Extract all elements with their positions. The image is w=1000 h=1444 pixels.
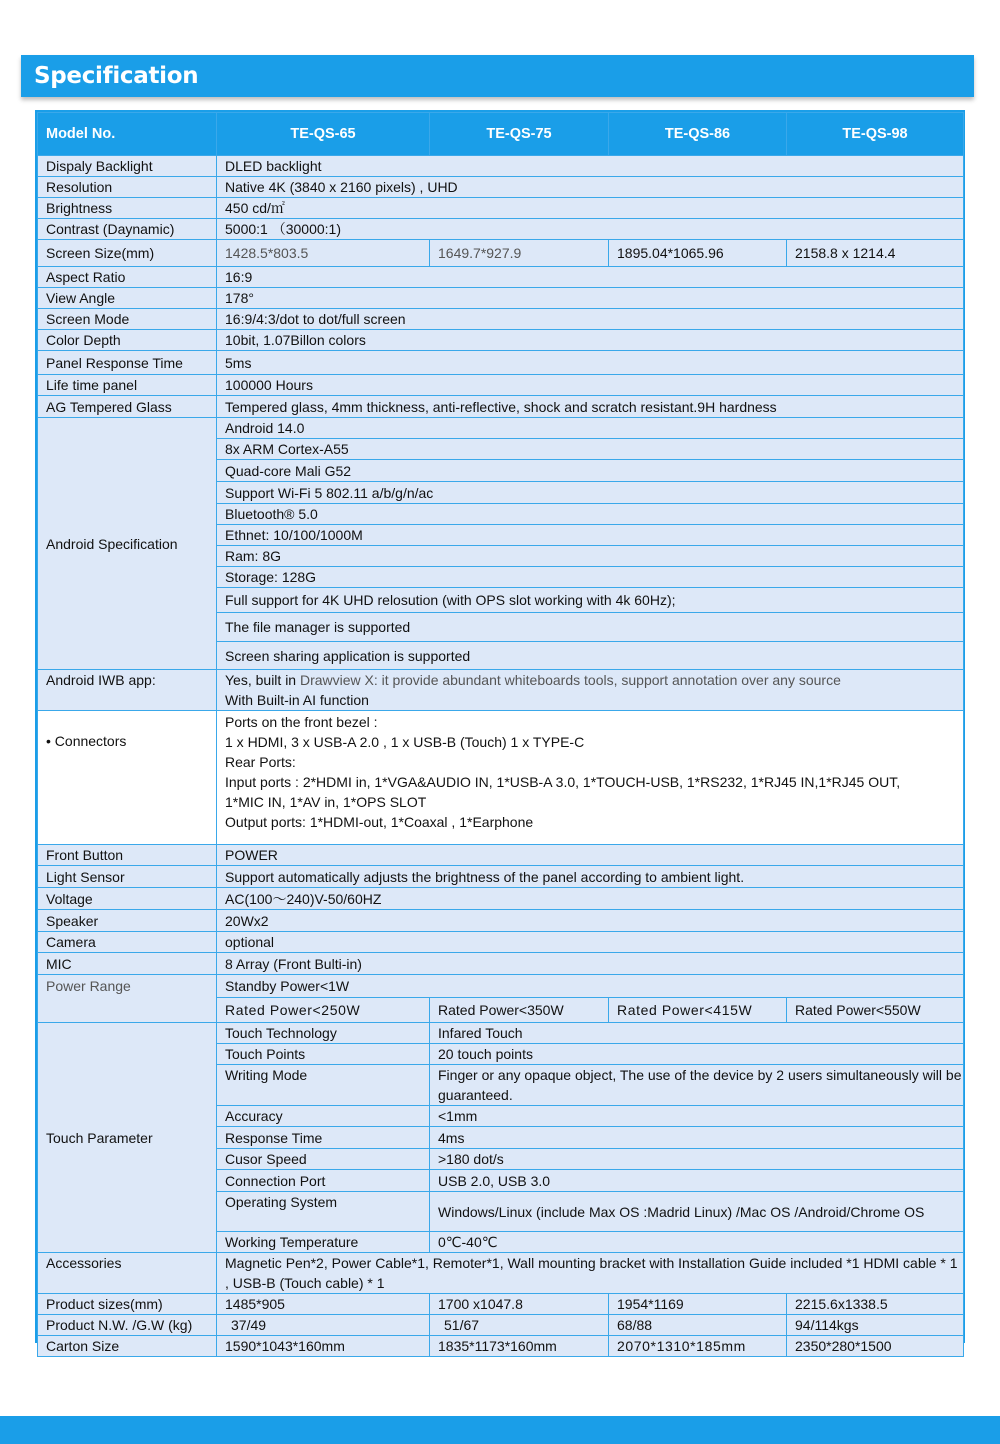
touch-key: Touch Technology xyxy=(217,1023,430,1044)
touch-key: Working Temperature xyxy=(217,1232,430,1253)
row-value xyxy=(217,670,964,711)
row-value: 16:9 xyxy=(217,267,964,288)
row-value: Ram: 8G xyxy=(217,546,964,567)
row-value: Support Wi-Fi 5 802.11 a/b/g/n/ac xyxy=(217,482,964,504)
row-value: Rated Power<415W xyxy=(609,998,787,1023)
touch-value: USB 2.0, USB 3.0 xyxy=(430,1170,964,1192)
row-value: 5ms xyxy=(217,351,964,375)
row-label: Contrast (Daynamic) xyxy=(38,219,217,240)
table-row xyxy=(38,267,964,288)
row-value: 1835*1173*160mm xyxy=(430,1336,609,1357)
row-value: 20Wx2 xyxy=(217,910,964,932)
table-row xyxy=(38,910,964,932)
iwb-description: Drawview X: it provide abundant whiteboards tools, support annotation over any source xyxy=(299,672,841,688)
row-value: Rated Power<550W xyxy=(787,998,964,1023)
touch-value: 4ms xyxy=(430,1127,964,1149)
row-value: Support automatically adjusts the brightness of the panel according to ambient light. xyxy=(217,866,964,888)
table-row xyxy=(38,1023,964,1044)
row-value: Full support for 4K UHD relosution (with OPS slot working with 4k 60Hz); xyxy=(217,588,964,613)
row-label: Aspect Ratio xyxy=(38,267,217,288)
row-label: Front Button xyxy=(38,845,217,866)
row-label: MIC xyxy=(38,953,217,975)
model-header: TE-QS-98 xyxy=(787,113,964,156)
row-value: 2070*1310*185mm xyxy=(609,1336,787,1357)
row-value: 2158.8 x 1214.4 xyxy=(787,240,964,267)
table-row xyxy=(38,330,964,351)
table-row xyxy=(38,351,964,375)
row-value: 37/49 xyxy=(217,1315,430,1336)
row-label: Life time panel xyxy=(38,375,217,396)
row-label: Product sizes(mm) xyxy=(38,1294,217,1315)
touch-value: 20 touch points xyxy=(430,1044,964,1065)
row-value: 51/67 xyxy=(430,1315,609,1336)
row-value: 2350*280*1500 xyxy=(787,1336,964,1357)
table-row xyxy=(38,1294,964,1315)
table-row xyxy=(38,309,964,330)
row-label: Android IWB app: xyxy=(38,670,217,711)
row-value: 1649.7*927.9 xyxy=(430,240,609,267)
table-row xyxy=(38,396,964,418)
table-row xyxy=(38,219,964,240)
row-value: 94/114kgs xyxy=(787,1315,964,1336)
row-value: 2215.6x1338.5 xyxy=(787,1294,964,1315)
connector-line: Output ports: 1*HDMI-out, 1*Coaxal , 1*Earphone xyxy=(225,814,534,830)
row-label: • Connectors xyxy=(38,711,217,845)
table-row xyxy=(38,418,964,439)
footer-bar xyxy=(0,1416,1000,1444)
row-value: AC(100～240)V-50/60HZ xyxy=(217,888,964,910)
row-value: Storage: 128G xyxy=(217,567,964,588)
table-row xyxy=(38,670,964,711)
row-label: AG Tempered Glass xyxy=(38,396,217,418)
row-label: Camera xyxy=(38,932,217,953)
iwb-ai: With Built-in AI function xyxy=(225,692,369,708)
model-header: TE-QS-65 xyxy=(217,113,430,156)
row-value: Rated Power<250W xyxy=(217,998,430,1023)
connector-line: Rear Ports: xyxy=(225,754,296,770)
touch-key: Touch Points xyxy=(217,1044,430,1065)
table-row xyxy=(38,288,964,309)
row-value: 68/88 xyxy=(609,1315,787,1336)
model-header: TE-QS-75 xyxy=(430,113,609,156)
table-row xyxy=(38,845,964,866)
row-value: Magnetic Pen*2, Power Cable*1, Remoter*1, Wall mounting bracket with Installation Guide included *1 HDMI cable * 1 , USB-B (Touch cable) * 1 xyxy=(217,1253,964,1294)
row-label: Android Specification xyxy=(38,418,217,670)
row-label: Screen Size(mm) xyxy=(38,240,217,267)
table-header-row xyxy=(38,113,964,156)
specification-banner xyxy=(21,55,974,97)
row-label: Speaker xyxy=(38,910,217,932)
touch-key: Connection Port xyxy=(217,1170,430,1192)
table-row xyxy=(38,975,964,998)
row-label: Voltage xyxy=(38,888,217,910)
table-row xyxy=(38,866,964,888)
row-value: 450 cd/㎡ xyxy=(217,198,964,219)
spec-table-frame xyxy=(35,110,965,1354)
row-value: Rated Power<350W xyxy=(430,998,609,1023)
connector-line: Input ports : 2*HDMI in, 1*VGA&AUDIO IN, 1*USB-A 3.0, 1*TOUCH-USB, 1*RS232, 1*RJ45 IN,1*RJ45 OUT, xyxy=(225,774,901,790)
table-row xyxy=(38,375,964,396)
row-label: Accessories xyxy=(38,1253,217,1294)
touch-key: Writing Mode xyxy=(217,1065,430,1106)
touch-key: Cusor Speed xyxy=(217,1149,430,1170)
row-label: Brightness xyxy=(38,198,217,219)
row-value: 10bit, 1.07Billon colors xyxy=(217,330,964,351)
row-value: The file manager is supported xyxy=(217,613,964,642)
row-label: Product N.W. /G.W (kg) xyxy=(38,1315,217,1336)
touch-value: Windows/Linux (include Max OS :Madrid Linux) /Mac OS /Android/Chrome OS xyxy=(430,1192,964,1232)
row-value: POWER xyxy=(217,845,964,866)
touch-key: Response Time xyxy=(217,1127,430,1149)
touch-value: Finger or any opaque object, The use of the device by 2 users simultaneously will be guaranteed. xyxy=(430,1065,964,1106)
row-label: Panel Response Time xyxy=(38,351,217,375)
row-value: 8 Array (Front Bulti-in) xyxy=(217,953,964,975)
row-value: optional xyxy=(217,932,964,953)
connector-line: Ports on the front bezel : xyxy=(225,714,378,730)
row-label: Color Depth xyxy=(38,330,217,351)
row-value: 100000 Hours xyxy=(217,375,964,396)
row-value: 178° xyxy=(217,288,964,309)
row-value: 1700 x1047.8 xyxy=(430,1294,609,1315)
row-value: 1895.04*1065.96 xyxy=(609,240,787,267)
table-row xyxy=(38,1253,964,1294)
row-label: Carton Size xyxy=(38,1336,217,1357)
row-value: 1428.5*803.5 xyxy=(217,240,430,267)
row-value: 5000:1 （30000:1) xyxy=(217,219,964,240)
row-label: View Angle xyxy=(38,288,217,309)
row-value: Standby Power<1W xyxy=(217,975,964,998)
row-value: 1485*905 xyxy=(217,1294,430,1315)
row-value: Native 4K (3840 x 2160 pixels) , UHD xyxy=(217,177,964,198)
row-label: Touch Parameter xyxy=(38,1023,217,1253)
touch-key: Accuracy xyxy=(217,1106,430,1127)
row-value: Quad-core Mali G52 xyxy=(217,460,964,482)
table-row xyxy=(38,711,964,845)
spec-table xyxy=(37,112,964,1357)
row-value: Android 14.0 xyxy=(217,418,964,439)
table-row xyxy=(38,240,964,267)
model-header: TE-QS-86 xyxy=(609,113,787,156)
connector-line: 1*MIC IN, 1*AV in, 1*OPS SLOT xyxy=(225,794,427,810)
row-value: Bluetooth® 5.0 xyxy=(217,504,964,525)
row-value: DLED backlight xyxy=(217,156,964,177)
row-value: 1590*1043*160mm xyxy=(217,1336,430,1357)
touch-value: <1mm xyxy=(430,1106,964,1127)
table-row xyxy=(38,156,964,177)
iwb-prefix: Yes, built in xyxy=(225,672,300,688)
model-no-header: Model No. xyxy=(38,113,217,156)
row-label: Screen Mode xyxy=(38,309,217,330)
touch-value: 0℃-40℃ xyxy=(430,1232,964,1253)
touch-key: Operating System xyxy=(217,1192,430,1232)
connector-line: 1 x HDMI, 3 x USB-A 2.0 , 1 x USB-B (Touch) 1 x TYPE-C xyxy=(225,734,585,750)
row-value: 1954*1169 xyxy=(609,1294,787,1315)
table-row xyxy=(38,888,964,910)
table-row xyxy=(38,1336,964,1357)
row-label: Dispaly Backlight xyxy=(38,156,217,177)
row-value: 16:9/4:3/dot to dot/full screen xyxy=(217,309,964,330)
touch-value: >180 dot/s xyxy=(430,1149,964,1170)
row-value xyxy=(217,711,964,845)
table-row xyxy=(38,177,964,198)
banner-title: Specification xyxy=(34,63,199,89)
row-label: Resolution xyxy=(38,177,217,198)
table-row xyxy=(38,932,964,953)
row-label: Light Sensor xyxy=(38,866,217,888)
table-row xyxy=(38,1315,964,1336)
touch-value: Infared Touch xyxy=(430,1023,964,1044)
row-label: Power Range xyxy=(38,975,217,1023)
table-row xyxy=(38,953,964,975)
row-value: 8x ARM Cortex-A55 xyxy=(217,439,964,460)
row-value: Screen sharing application is supported xyxy=(217,642,964,670)
row-value: Ethnet: 10/100/1000M xyxy=(217,525,964,546)
table-row xyxy=(38,198,964,219)
row-value: Tempered glass, 4mm thickness, anti-reflective, shock and scratch resistant.9H hardness xyxy=(217,396,964,418)
